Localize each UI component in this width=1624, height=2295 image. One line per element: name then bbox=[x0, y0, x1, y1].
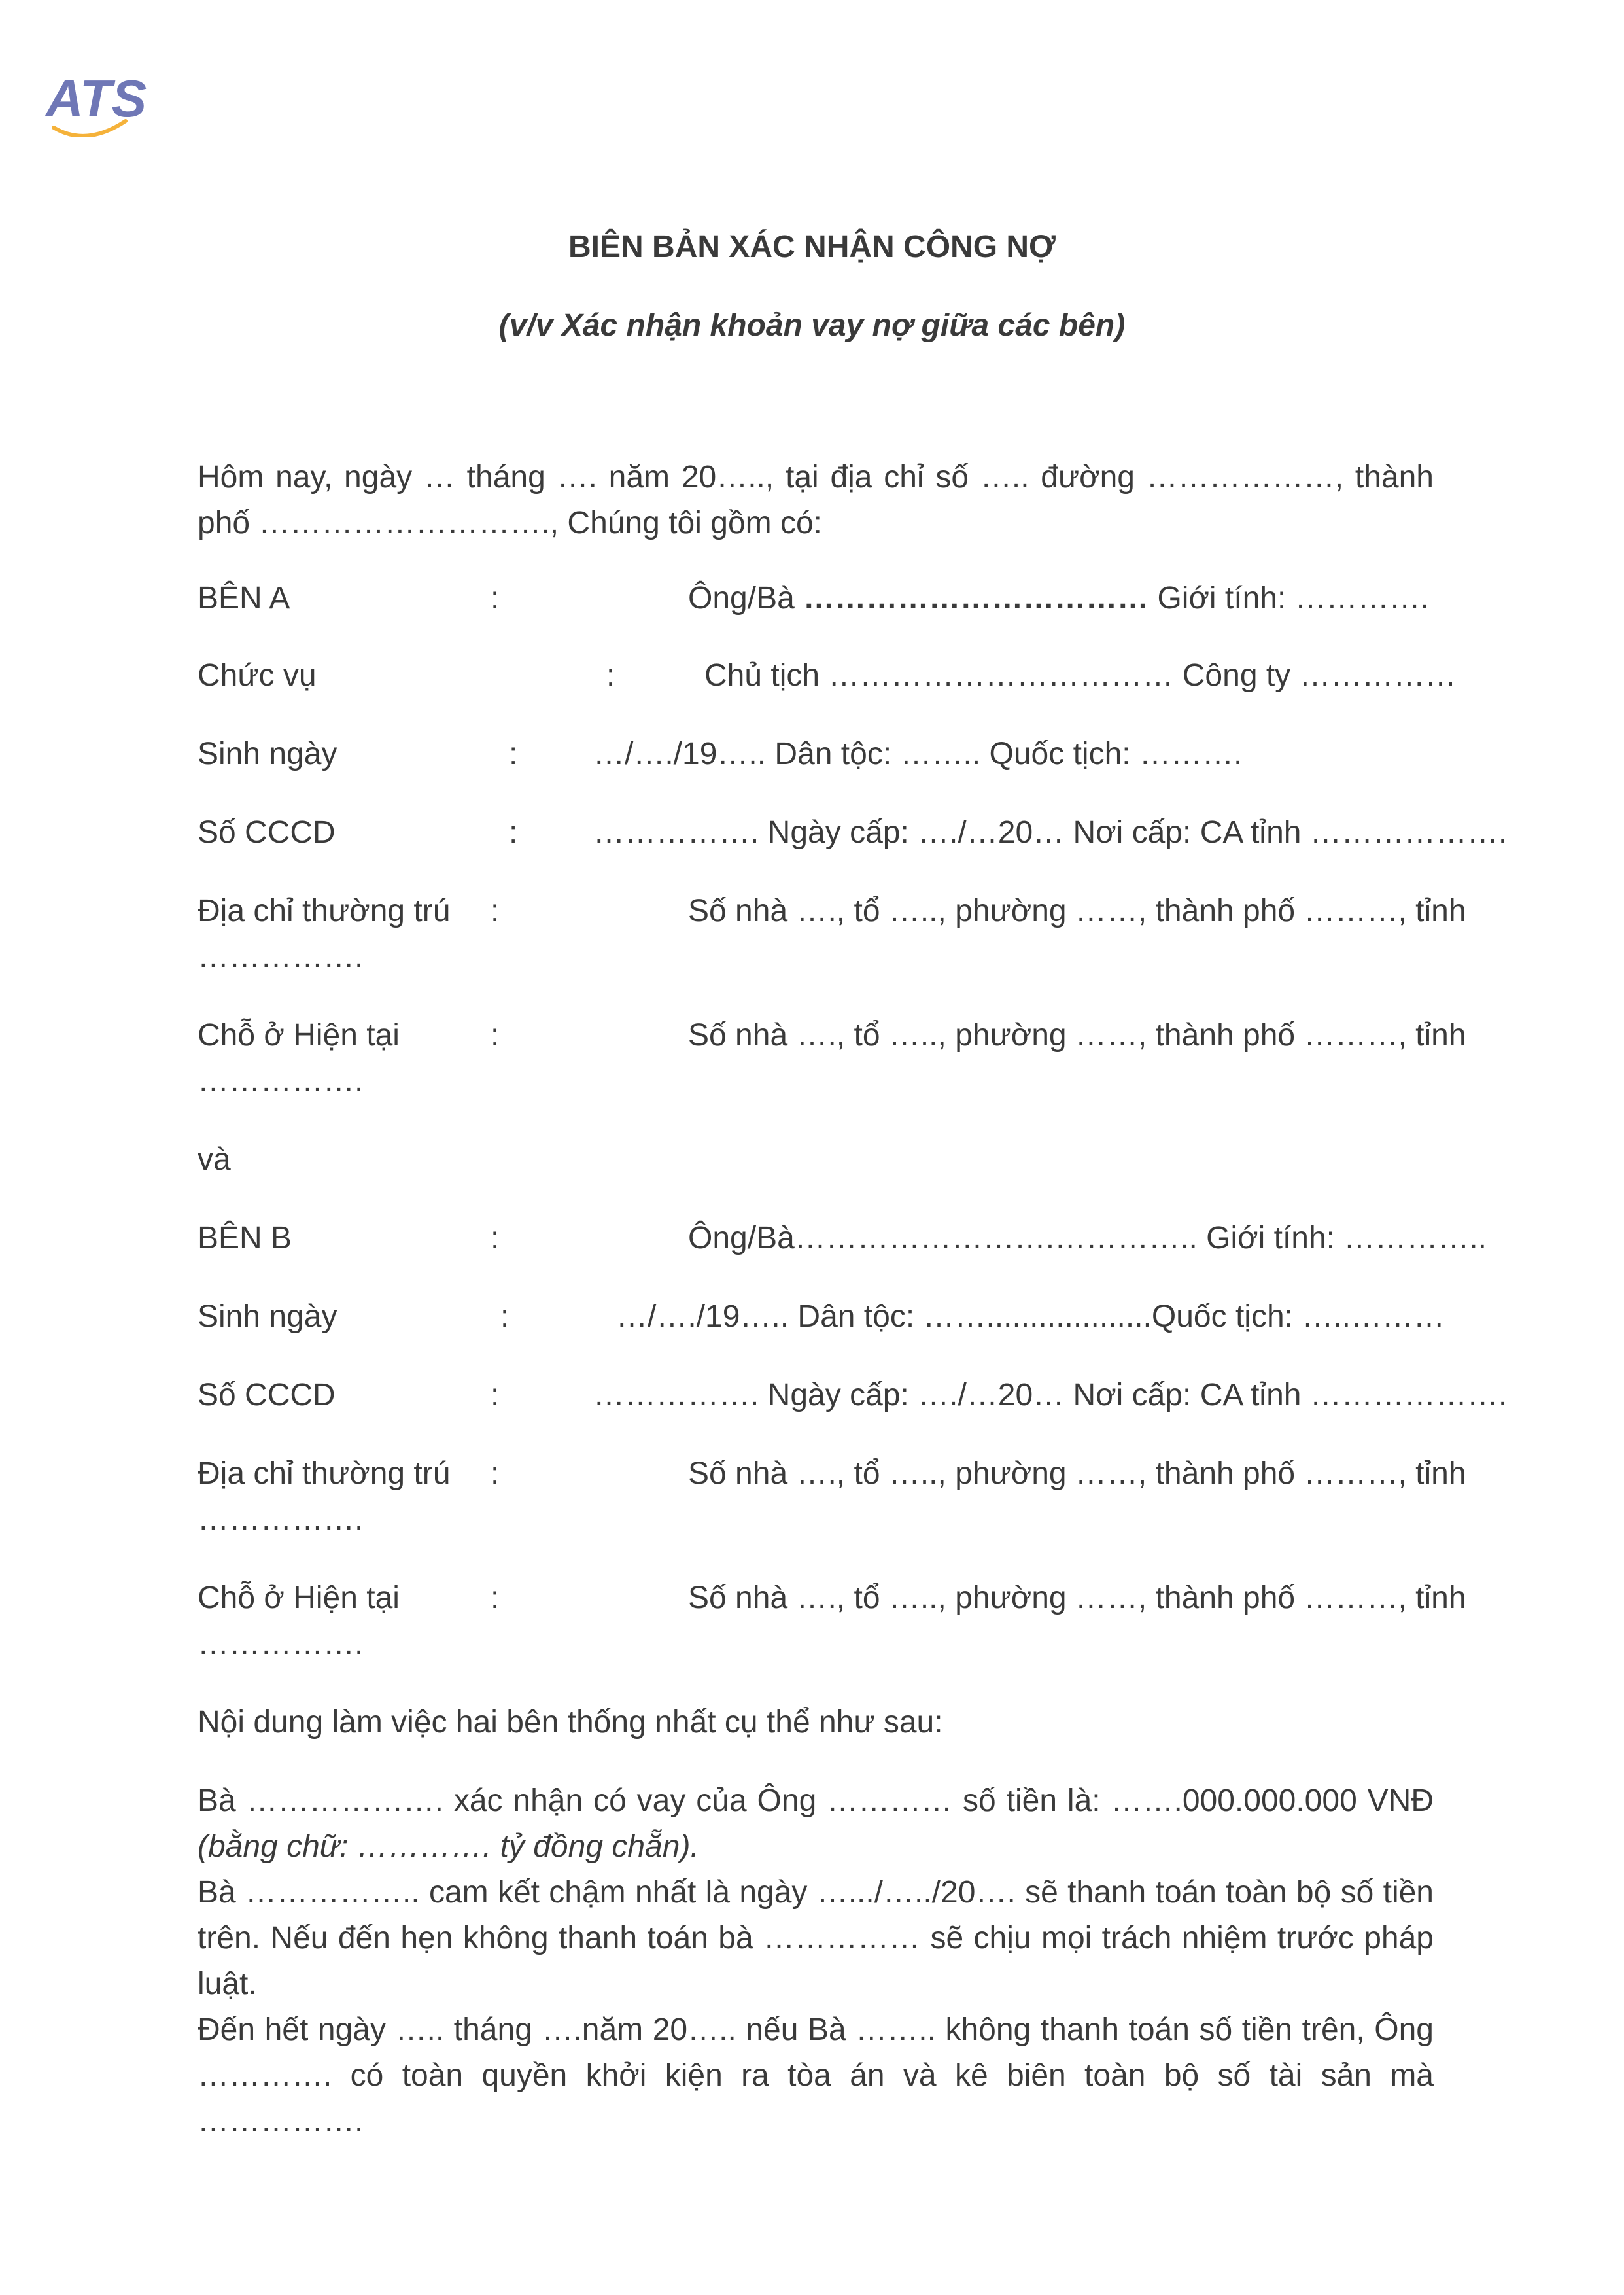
colon: : bbox=[491, 581, 500, 616]
position-value: Chủ tịch …………………………… Công ty …………… bbox=[704, 658, 1457, 693]
colon: : bbox=[491, 1378, 500, 1412]
party-b-id-row bbox=[198, 1373, 1508, 1418]
party-a-birth-row bbox=[198, 731, 1434, 777]
gender-field: Giới tính: …………. bbox=[1149, 581, 1429, 616]
intro-paragraph: Hôm nay, ngày … tháng …. năm 20….., tại địa chỉ số ….. đường ………………, thành phố ………………………., Chúng tôi gồm có: bbox=[198, 460, 1434, 540]
party-b-current-address-row bbox=[198, 1575, 1466, 1621]
current-address-value: Số nhà …., tổ ….., phường ……, thành phố ………, tỉnh bbox=[688, 1581, 1466, 1615]
birth-label: Sinh ngày bbox=[198, 1299, 337, 1334]
permanent-address-value: Số nhà …., tổ ….., phường ……, thành phố ………, tỉnh bbox=[688, 894, 1466, 928]
colon: : bbox=[491, 1456, 500, 1491]
current-address-value: Số nhà …., tổ ….., phường ……, thành phố ………, tỉnh bbox=[688, 1018, 1466, 1053]
id-value: ……………. Ngày cấp: …./…20… Nơi cấp: CA tỉnh ………………. bbox=[593, 815, 1508, 850]
content-heading: Nội dung làm việc hai bên thống nhất cụ thể như sau: bbox=[198, 1705, 943, 1740]
name-prefix: Ông/Bà bbox=[688, 581, 804, 616]
colon: : bbox=[491, 894, 500, 928]
loan-amount-text: Bà ………………. xác nhận có vay của Ông ………… số tiền là: …….000.000.000 VNĐ bbox=[198, 1783, 1434, 1818]
current-address-label: Chỗ ở Hiện tại bbox=[198, 1581, 400, 1615]
loan-amount-in-words: (bằng chữ: …………. tỷ đồng chẵn). bbox=[198, 1829, 699, 1864]
id-label: Số CCCD bbox=[198, 815, 336, 850]
party-b-row bbox=[198, 1216, 1487, 1261]
document-subtitle: (v/v Xác nhận khoản vay nợ giữa các bên) bbox=[498, 308, 1126, 343]
party-a-row bbox=[198, 576, 1434, 622]
colon: : bbox=[491, 1221, 500, 1255]
colon: : bbox=[509, 815, 518, 850]
ats-logo bbox=[41, 65, 178, 137]
birth-value: …/…./19….. Dân tộc: ……...................Quốc tịch: …..……… bbox=[616, 1299, 1445, 1334]
party-b-name: Ông/Bà…………………….………….. Giới tính: ………….. bbox=[688, 1221, 1487, 1255]
party-b-birth-row bbox=[198, 1294, 1445, 1340]
permanent-address-label: Địa chỉ thường trú bbox=[198, 1456, 451, 1491]
party-a-permanent-address-row bbox=[198, 888, 1466, 934]
party-b-permanent-address-row bbox=[198, 1451, 1466, 1497]
ats-logo-mark bbox=[41, 65, 178, 137]
colon: : bbox=[491, 1581, 500, 1615]
position-label: Chức vụ bbox=[198, 658, 317, 693]
colon: : bbox=[500, 1299, 510, 1334]
id-value: ……………. Ngày cấp: …./…20… Nơi cấp: CA tỉnh ………………. bbox=[593, 1378, 1508, 1412]
current-address-continuation: ……………. bbox=[198, 1626, 364, 1661]
party-a-label: BÊN A bbox=[198, 581, 290, 616]
logo-text: ATS bbox=[46, 69, 147, 128]
birth-label: Sinh ngày bbox=[198, 737, 337, 771]
party-a-current-address-row bbox=[198, 1013, 1466, 1059]
colon: : bbox=[606, 658, 615, 693]
content-paragraph-2: Bà …………….. cam kết chậm nhất là ngày ….../…../20…. sẽ thanh toán toàn bộ số tiền trên. Nếu đến hẹn không thanh toán bà …………… sẽ chịu mọi trách nhiệm trước pháp luật. bbox=[198, 1875, 1434, 2001]
current-address-continuation: ……………. bbox=[198, 1064, 364, 1098]
content-paragraph-3: Đến hết ngày ….. tháng ….năm 20….. nếu Bà …….. không thanh toán số tiền trên, Ông …………. có toàn quyền khởi kiện ra tòa án và kê biên toàn bộ số tài sản mà ……………. bbox=[198, 2012, 1434, 2139]
name-blank: …………………………… bbox=[803, 581, 1149, 616]
permanent-address-label: Địa chỉ thường trú bbox=[198, 894, 451, 928]
and-connector: và bbox=[198, 1142, 231, 1177]
birth-value: …/…./19….. Dân tộc: …….. Quốc tịch: ………. bbox=[593, 737, 1243, 771]
colon: : bbox=[491, 1018, 500, 1053]
party-a-id-row bbox=[198, 810, 1508, 856]
permanent-address-value: Số nhà …., tổ ….., phường ……, thành phố ………, tỉnh bbox=[688, 1456, 1466, 1491]
document-title: BIÊN BẢN XÁC NHẬN CÔNG NỢ bbox=[568, 230, 1056, 264]
permanent-address-continuation: ……………. bbox=[198, 1502, 364, 1537]
content-paragraph-1 bbox=[198, 1778, 1434, 1870]
colon: : bbox=[509, 737, 518, 771]
current-address-label: Chỗ ở Hiện tại bbox=[198, 1018, 400, 1053]
party-a-position-row bbox=[198, 653, 1457, 699]
party-a-name bbox=[688, 576, 1429, 622]
permanent-address-continuation: ……………. bbox=[198, 939, 364, 974]
party-b-label: BÊN B bbox=[198, 1221, 292, 1255]
id-label: Số CCCD bbox=[198, 1378, 336, 1412]
